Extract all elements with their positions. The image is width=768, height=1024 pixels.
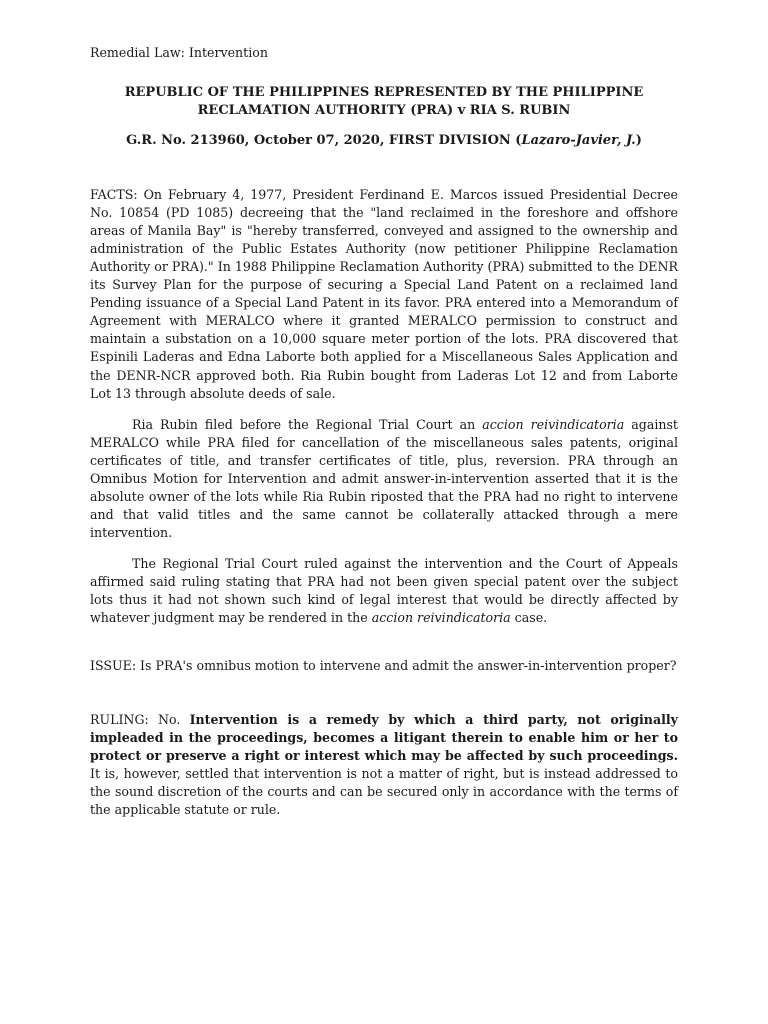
- facts-paragraph-2: [90, 416, 678, 542]
- case-reference-close: ): [635, 133, 642, 149]
- ruling-lead: RULING: No.: [90, 712, 190, 728]
- case-ponente: Lazaro-Javier, J.: [521, 133, 636, 149]
- ruling-rest: It is, however, settled that intervention is not a matter of right, but is instead addressed to the sound discretion of the courts and can be secured only in accordance with the terms of the applicable statute or rule.: [90, 766, 678, 818]
- ruling-paragraph: [90, 711, 678, 819]
- ruling-bold-text: Intervention is a remedy by which a third party, not originally impleaded in the proceedings, becomes a litigant therein to enable him or her to protect or preserve a right or interest which may be affected by such proceedings.: [90, 712, 678, 764]
- case-reference-text: G.R. No. 213960, October 07, 2020, FIRST DIVISION (: [126, 133, 522, 149]
- case-title: [90, 84, 678, 120]
- case-title-line-2: RECLAMATION AUTHORITY (PRA) v RIA S. RUBIN: [197, 103, 571, 119]
- facts-p2-text-a: Ria Rubin filed before the Regional Trial Court an: [132, 416, 483, 432]
- document-page: [90, 44, 678, 832]
- facts-p3-text-a: The Regional Trial Court ruled against the intervention and the Court of Appeals affirmed said ruling stating that PRA had not been given special patent over the subject lots thus it had not shown such kind of legal interest that would be directly affected by whatever judgment may be rendered in the: [90, 555, 678, 626]
- subject-heading: Remedial Law: Intervention: [90, 45, 268, 60]
- case-title-line-1: REPUBLIC OF THE PHILIPPINES REPRESENTED BY THE PHILIPPINE: [124, 85, 644, 101]
- facts-p3-emphasis: accion reivindicatoria: [371, 610, 511, 626]
- facts-p2-emphasis: accion reivindicatoria: [482, 416, 625, 432]
- case-reference: [90, 132, 678, 150]
- facts-p3-text-b: case.: [510, 610, 548, 626]
- facts-paragraph-3: [90, 555, 678, 627]
- issue-paragraph: ISSUE: Is PRA's omnibus motion to intervene and admit the answer-in-intervention proper?: [90, 658, 677, 674]
- facts-paragraph-1: FACTS: On February 4, 1977, President Ferdinand E. Marcos issued Presidential Decree No. 10854 (PD 1085) decreeing that the "land reclaimed in the foreshore and offshore areas of Manila Bay" is "hereby transferred, conveyed and assigned to the ownership and administration of the Public Estates Authority (now petitioner Philippine Reclamation Authority or PRA)." In 1988 Philippine Reclamation Authority (PRA) submitted to the DENR its Survey Plan for the purpose of securing a Special Land Patent on a reclaimed land Pending issuance of a Special Land Patent in its favor. PRA entered into a Memorandum of Agreement with MERALCO where it granted MERALCO permission to construct and maintain a substation on a 10,000 square meter portion of the lots. PRA discovered that Espinili Laderas and Edna Laborte both applied for a Miscellaneous Sales Application and the DENR-NCR approved both. Ria Rubin bought from Laderas Lot 12 and from Laborte Lot 13 through absolute deeds of sale.: [90, 187, 678, 401]
- facts-p2-text-b: against MERALCO while PRA filed for cancellation of the miscellaneous sales patents, original certificates of title, and transfer certificates of title, plus, reversion. PRA through an Omnibus Motion for Intervention and admit answer-in-intervention asserted that it is the absolute owner of the lots while Ria Rubin riposted that the PRA had no right to intervene and that valid titles and the same cannot be collaterally attacked through a mere intervention.: [90, 416, 678, 540]
